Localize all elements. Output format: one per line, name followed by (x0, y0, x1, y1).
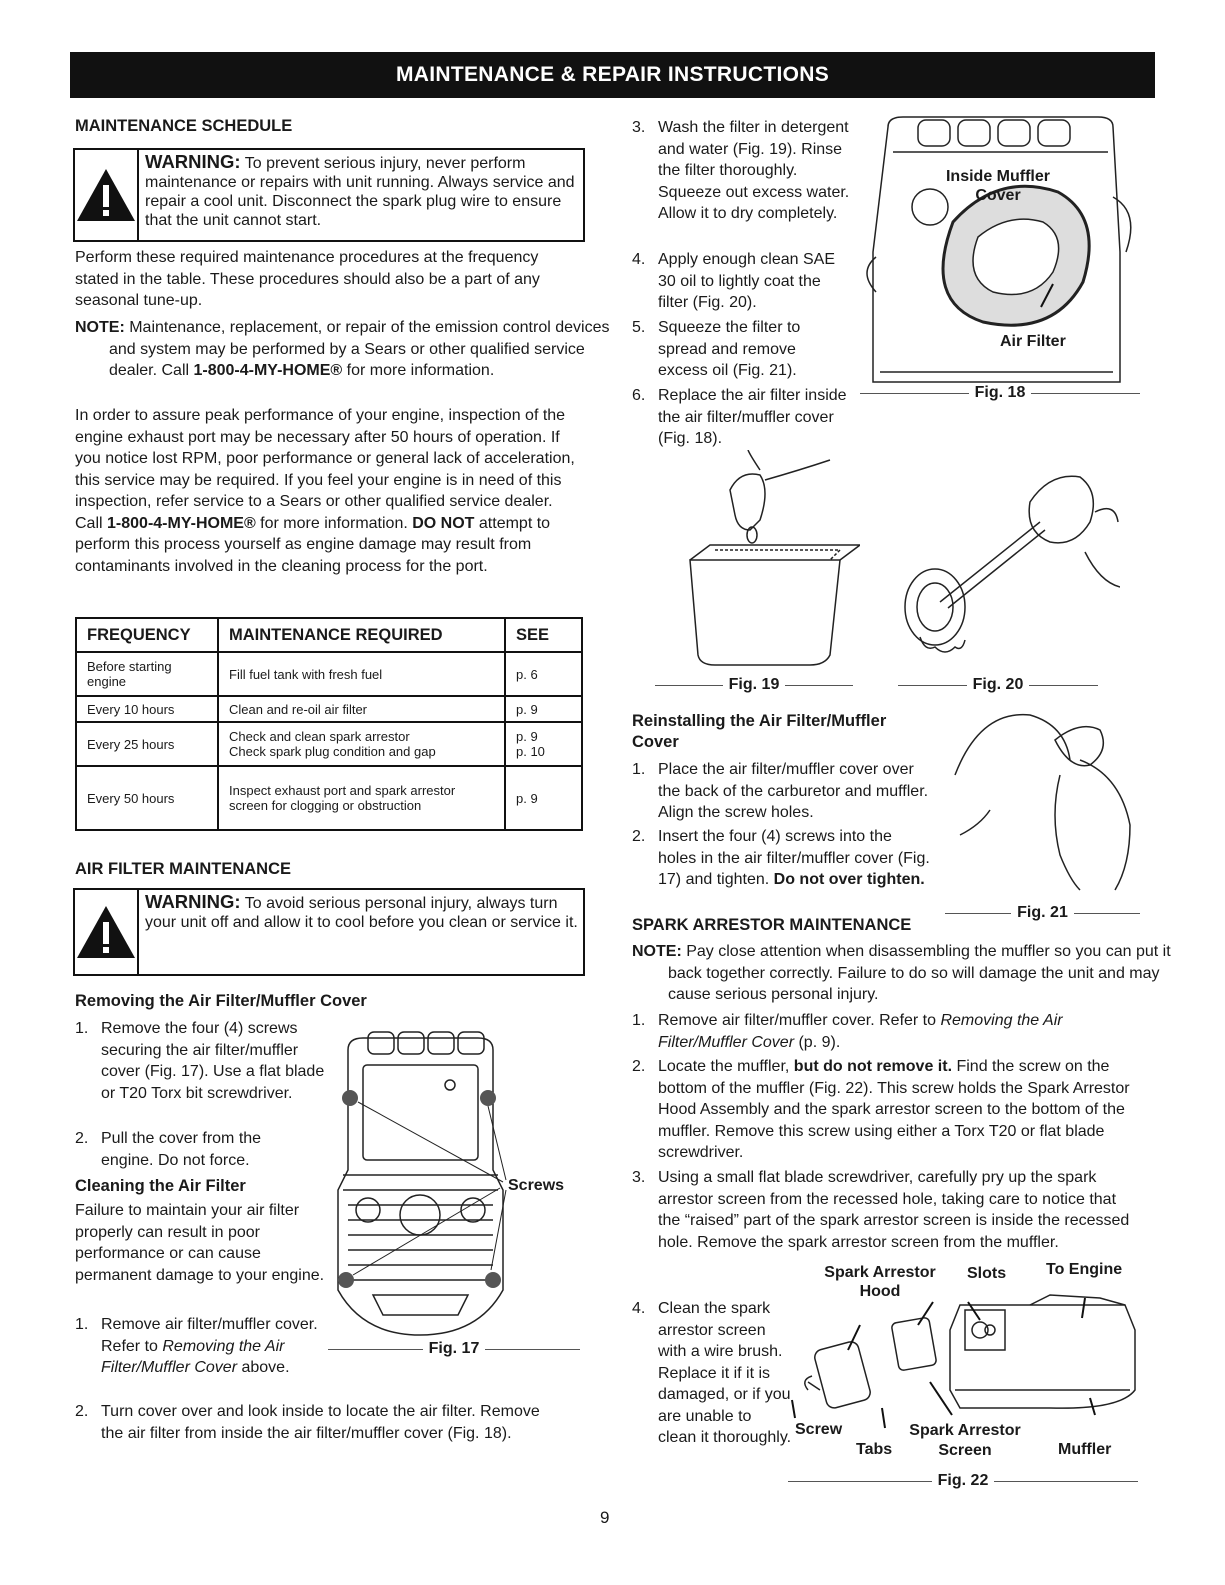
maintenance-schedule-table (75, 617, 583, 831)
table-cell: Every 10 hours (76, 696, 218, 722)
muffler-label: Muffler (1058, 1441, 1112, 1458)
exhaust-inspection-paragraph: In order to assure peak performance of your engine, inspection of the engine exhaust port may be necessary after 50 hours of operation. If you notice lost RPM, poor performance or general lack of acceleration, this service may be required. If you feel your engine is in need of this inspection, refer service to a Sears or other qualified service dealer. Call 1-800-4-MY-HOME® for more information. DO NOT attempt to perform this process yourself as engine damage may result from contaminants involved in the cleaning process for the port. (75, 407, 575, 575)
step-4: 4. Apply enough clean SAE 30 oil to lightly coat the filter (Fig. 20). (632, 251, 836, 311)
air-filter-maintenance-heading: AIR FILTER MAINTENANCE (75, 860, 292, 878)
warning-text: To avoid serious personal injury, always turn your unit off and allow it to cool before you clean or service it. (145, 895, 578, 931)
table-row (76, 766, 582, 830)
spark-note: NOTE: Pay close attention when disassembling the muffler so you can put it back together correctly. Failure to do so will damage the unit and may cause serious personal injury. (632, 943, 1171, 1003)
warning-triangle-icon (75, 150, 139, 240)
warning-box-1 (73, 148, 585, 242)
spark-step-1: 1. Remove air filter/muffler cover. Refer to Removing the Air Filter/Muffler Cover (p. 9). (632, 1012, 1063, 1051)
clean-step-1: 1. Remove air filter/muffler cover. Refer to Removing the Air Filter/Muffler Cover above. (75, 1316, 318, 1376)
fig20-caption: Fig. 20 (898, 676, 1098, 694)
spark-arrestor-heading: SPARK ARRESTOR MAINTENANCE (632, 916, 912, 934)
fig19-wash-drawing (670, 450, 860, 672)
page-number: 9 (600, 1508, 610, 1527)
screw-label: Screw (795, 1421, 843, 1438)
fig22-spark-arrestor-drawing (790, 1290, 1140, 1430)
air-filter-label: Air Filter (1000, 333, 1066, 350)
spark-arrestor-hood-label: Spark Arrestor Hood (824, 1264, 936, 1300)
cleaning-intro: Failure to maintain your air filter properly can result in poor performance or can cause permanent damage to your engine. (75, 1202, 325, 1284)
spark-step-4: 4. Clean the spark arrestor screen with a wire brush. Replace it if it is damaged, or if you are unable to clean it thoroughly. (632, 1300, 792, 1446)
slots-label: Slots (967, 1265, 1007, 1282)
remove-step-1: 1. Remove the four (4) screws securing the air filter/muffler cover (Fig. 17). Use a flat blade or T20 Torx bit screwdriver. (75, 1020, 325, 1102)
fig18-caption: Fig. 18 (860, 384, 1140, 402)
fig19-caption: Fig. 19 (655, 676, 853, 694)
fig21-squeeze-drawing (950, 705, 1135, 895)
table-cell: p. 9 p. 10 (505, 722, 582, 766)
warning-label: WARNING: (145, 891, 241, 912)
page-banner: MAINTENANCE & REPAIR INSTRUCTIONS (70, 52, 1155, 98)
removing-cover-heading: Removing the Air Filter/Muffler Cover (75, 992, 367, 1010)
inside-muffler-cover-label: Inside Muffler Cover (945, 168, 1050, 204)
reinstall-step-1: 1. Place the air filter/muffler cover over the back of the carburetor and muffler. Align the screw holes. (632, 761, 929, 821)
fig18-inside-cover-drawing (858, 112, 1140, 402)
table-cell: Clean and re-oil air filter (218, 696, 505, 722)
tabs-label: Tabs (856, 1441, 893, 1458)
table-cell: p. 6 (505, 652, 582, 696)
table-header: MAINTENANCE REQUIRED (218, 618, 505, 652)
table-header: SEE (505, 618, 582, 652)
to-engine-label: To Engine (1046, 1261, 1123, 1278)
table-cell: Every 50 hours (76, 766, 218, 830)
clean-step-2: 2. Turn cover over and look inside to locate the air filter. Remove the air filter from inside the air filter/muffler cover (Fig. 18). (75, 1403, 540, 1442)
reinstall-step-2: 2. Insert the four (4) screws into the holes in the air filter/muffler cover (Fig. 17) and tighten. Do not over tighten. (632, 828, 930, 888)
spark-arrestor-screen-label: Spark Arrestor Screen (909, 1422, 1021, 1459)
intro-paragraph: Perform these required maintenance procedures at the frequency stated in the table. These procedures should also be a part of any seasonal tune-up. (75, 249, 540, 309)
table-cell: Inspect exhaust port and spark arrestor screen for clogging or obstruction (218, 766, 505, 830)
table-row (76, 722, 582, 766)
cleaning-filter-heading: Cleaning the Air Filter (75, 1177, 246, 1195)
table-row (76, 696, 582, 722)
table-cell: Every 25 hours (76, 722, 218, 766)
remove-step-2: 2. Pull the cover from the engine. Do not force. (75, 1130, 262, 1169)
maintenance-schedule-heading: MAINTENANCE SCHEDULE (75, 117, 293, 135)
table-cell: p. 9 (505, 766, 582, 830)
spark-step-2: 2. Locate the muffler, but do not remove it. Find the screw on the bottom of the muffler (Fig. 22). This screw holds the Spark Arrestor Hood Assembly and the spark arrestor screen to the bottom of the muffler. Remove this screw using either a Torx T20 or flat blade screwdriver. (632, 1058, 1130, 1161)
warning-box-2 (73, 888, 585, 976)
fig21-caption: Fig. 21 (945, 904, 1140, 922)
table-cell: Check and clean spark arrestor Check spark plug condition and gap (218, 722, 505, 766)
fig17-cover-drawing (328, 1030, 513, 1340)
step-6: 6. Replace the air filter inside the air filter/muffler cover (Fig. 18). (632, 387, 847, 447)
emission-note: NOTE: Maintenance, replacement, or repair of the emission control devices and system may be performed by a Sears or other qualified service dealer. Call 1-800-4-MY-HOME® for more information. (75, 319, 610, 379)
screws-label: Screws (508, 1177, 565, 1194)
warning-label: WARNING: (145, 151, 241, 172)
table-cell: Before starting engine (76, 652, 218, 696)
step-5: 5. Squeeze the filter to spread and remove excess oil (Fig. 21). (632, 319, 801, 379)
spark-step-3: 3. Using a small flat blade screwdriver, carefully pry up the spark arrestor screen from the recessed hole, taking care to notice that the “raised” part of the spark arrestor screen is inside the recessed hole. Remove the spark arrestor screen from the muffler. (632, 1169, 1130, 1251)
fig20-oil-drawing (900, 462, 1120, 672)
table-cell: p. 9 (505, 696, 582, 722)
fig17-caption: Fig. 17 (328, 1340, 580, 1358)
reinstalling-cover-heading: Reinstalling the Air Filter/Muffler Cover (632, 712, 887, 751)
table-cell: Fill fuel tank with fresh fuel (218, 652, 505, 696)
fig22-caption: Fig. 22 (788, 1472, 1138, 1490)
warning-text: To prevent serious injury, never perform maintenance or repairs with unit running. Always service and repair a cool unit. Disconnect the spark plug wire to ensure that the unit cannot start. (145, 155, 575, 229)
step-3: 3. Wash the filter in detergent and water (Fig. 19). Rinse the filter thoroughly. Squeeze out excess water. Allow it to dry completely. (632, 119, 850, 222)
table-header-row (76, 618, 582, 652)
warning-triangle-icon (75, 890, 139, 974)
table-row (76, 652, 582, 696)
table-header: FREQUENCY (76, 618, 218, 652)
